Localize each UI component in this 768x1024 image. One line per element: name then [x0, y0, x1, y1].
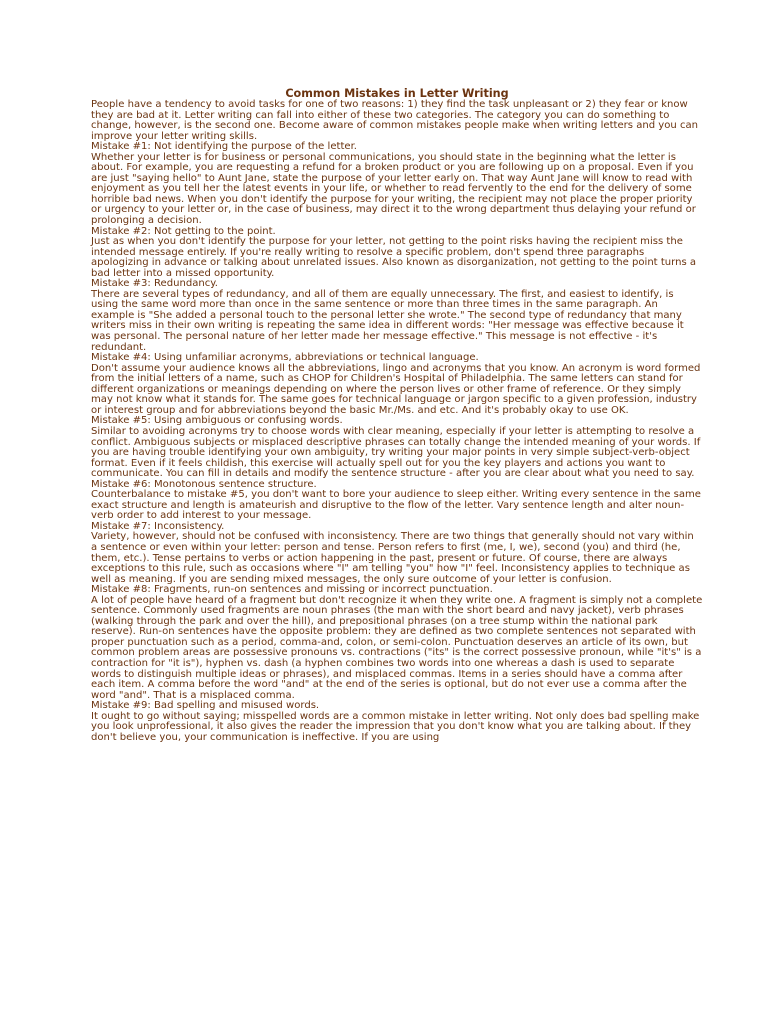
mistake-4-heading: Mistake #4: Using unfamiliar acronyms, abbreviations or technical language.	[91, 352, 479, 364]
mistake-1-body: Whether your letter is for business or personal communications, you should state in the beginning what the letter is about. For example, you are requesting a refund for a broken product or you are following up on a proposal. Even if you are just "saying hello" to Aunt Jane, state the purpose of your letter early on. That way Aunt Jane will know to read with enjoyment as you tell her the latest events in your life, or whether to read fervently to the end for the delivery of some horrible bad news. When you don't identify the purpose for your writing, the recipient may not place the proper priority or urgency to your letter or, in the case of business, may direct it to the wrong department thus delaying your refund or prolonging a decision.	[91, 151, 696, 227]
mistake-6-heading: Mistake #6: Monotonous sentence structure.	[91, 478, 317, 490]
document-body	[91, 88, 703, 743]
mistake-9-body: It ought to go without saying; misspelled words are a common mistake in letter writing. Not only does bad spelling make you look unprofessional, it also gives the reader the impression that you don't know what you are talking about. If they don't believe you, your communication is ineffective. If you are using	[91, 710, 700, 743]
mistake-4-body: Don't assume your audience knows all the abbreviations, lingo and acronyms that you know. An acronym is word formed from the initial letters of a name, such as CHOP for Children's Hospital of Philadelphia. The same letters can stand for different organizations or meanings depending on where the person lives or other frame of reference. Or they simply may not know what it stands for. The same goes for technical language or jargon specific to a given profession, industry or interest group and for abbreviations beyond the basic Mr./Ms. and etc. And it's probably okay to use OK.	[91, 362, 701, 416]
mistake-5-heading: Mistake #5: Using ambiguous or confusing words.	[91, 415, 343, 427]
intro-paragraph: People have a tendency to avoid tasks for one of two reasons: 1) they find the task unpleasant or 2) they fear or know they are bad at it. Letter writing can fall into either of these two categories. The category you can do something to change, however, is the second one. Become aware of common mistakes people make when writing letters and you can improve your letter writing skills.	[91, 99, 699, 142]
mistake-1-heading: Mistake #1: Not identifying the purpose of the letter.	[91, 141, 357, 153]
mistake-2-body: Just as when you don't identify the purpose for your letter, not getting to the point risks having the recipient miss the intended message entirely. If you're really writing to resolve a specific problem, don't spend three paragraphs apologizing in advance or talking about unrelated issues. Also known as disorganization, not getting to the point turns a bad letter into a missed opportunity.	[91, 236, 697, 279]
document-title: Common Mistakes in Letter Writing	[285, 87, 509, 100]
mistake-7-heading: Mistake #7: Inconsistency.	[91, 520, 225, 532]
mistake-9-heading: Mistake #9: Bad spelling and misused words.	[91, 700, 320, 712]
mistake-7-body: Variety, however, should not be confused with inconsistency. There are two things that generally should not vary within a sentence or even within your letter: person and tense. Person refers to first (me, I, we), second (you) and third (he, them, etc.). Tense pertains to verbs or action happening in the past, present or future. Of course, there are always exceptions to this rule, such as occasions where "I" am telling "you" how "I" feel. Inconsistency applies to technique as well as meaning. If you are sending mixed messages, the only sure outcome of your letter is confusion.	[91, 531, 694, 585]
mistake-5-body: Similar to avoiding acronyms try to choose words with clear meaning, especially if your letter is attempting to resolve a conflict. Ambiguous subjects or misplaced descriptive phrases can totally change the intended meaning of your words. If you are having trouble identifying your own ambiguity, try writing your major points in very simple subject-verb-object format. Even if it feels childish, this exercise will actually spell out for you the key players and actions you want to communicate. You can fill in details and modify the sentence structure - after you are clear about what you need to say.	[91, 425, 701, 480]
mistake-8-body: A lot of people have heard of a fragment but don't recognize it when they write one. A fragment is simply not a complete sentence. Commonly used fragments are noun phrases (the man with the short beard and navy jacket), verb phrases (walking through the park and over the hill), and prepositional phrases (on a tree stump within the national park reserve). Run-on sentences have the opposite problem: they are defined as two complete sentences not separated with proper punctuation such as a period, comma-and, colon, or semi-colon. Punctuation deserves an article of its own, but common problem areas are possessive pronouns vs. contractions ("its" is the correct possessive pronoun, while "it's" is a contraction for "it is"), hyphen vs. dash (a hyphen combines two words into one whereas a dash is used to separate words to distinguish multiple ideas or phrases), and misplaced commas. Items in a series should have a comma after each item. A comma before the word "and" at the end of the series is optional, but do not ever use a comma after the word "and". That is a misplaced comma.	[91, 594, 703, 701]
mistake-3-body: There are several types of redundancy, and all of them are equally unnecessary. The first, and easiest to identify, is using the same word more than once in the same sentence or more than three times in the same paragraph. An example is "She added a personal touch to the personal letter she wrote." The second type of redundancy that many writers miss in their own writing is repeating the same idea in different words: "Her message was effective because it was personal. The personal nature of her letter made her message effective." This message is not effective - it's redundant.	[91, 288, 684, 353]
mistake-3-heading: Mistake #3: Redundancy.	[91, 278, 218, 290]
mistake-6-body: Counterbalance to mistake #5, you don't want to bore your audience to sleep either. Writing every sentence in the same exact structure and length is amateurish and disruptive to the flow of the letter. Vary sentence length and alter noun-verb order to add interest to your message.	[91, 489, 701, 522]
mistake-8-heading: Mistake #8: Fragments, run-on sentences and missing or incorrect punctuation.	[91, 584, 493, 596]
mistake-2-heading: Mistake #2: Not getting to the point.	[91, 225, 276, 237]
